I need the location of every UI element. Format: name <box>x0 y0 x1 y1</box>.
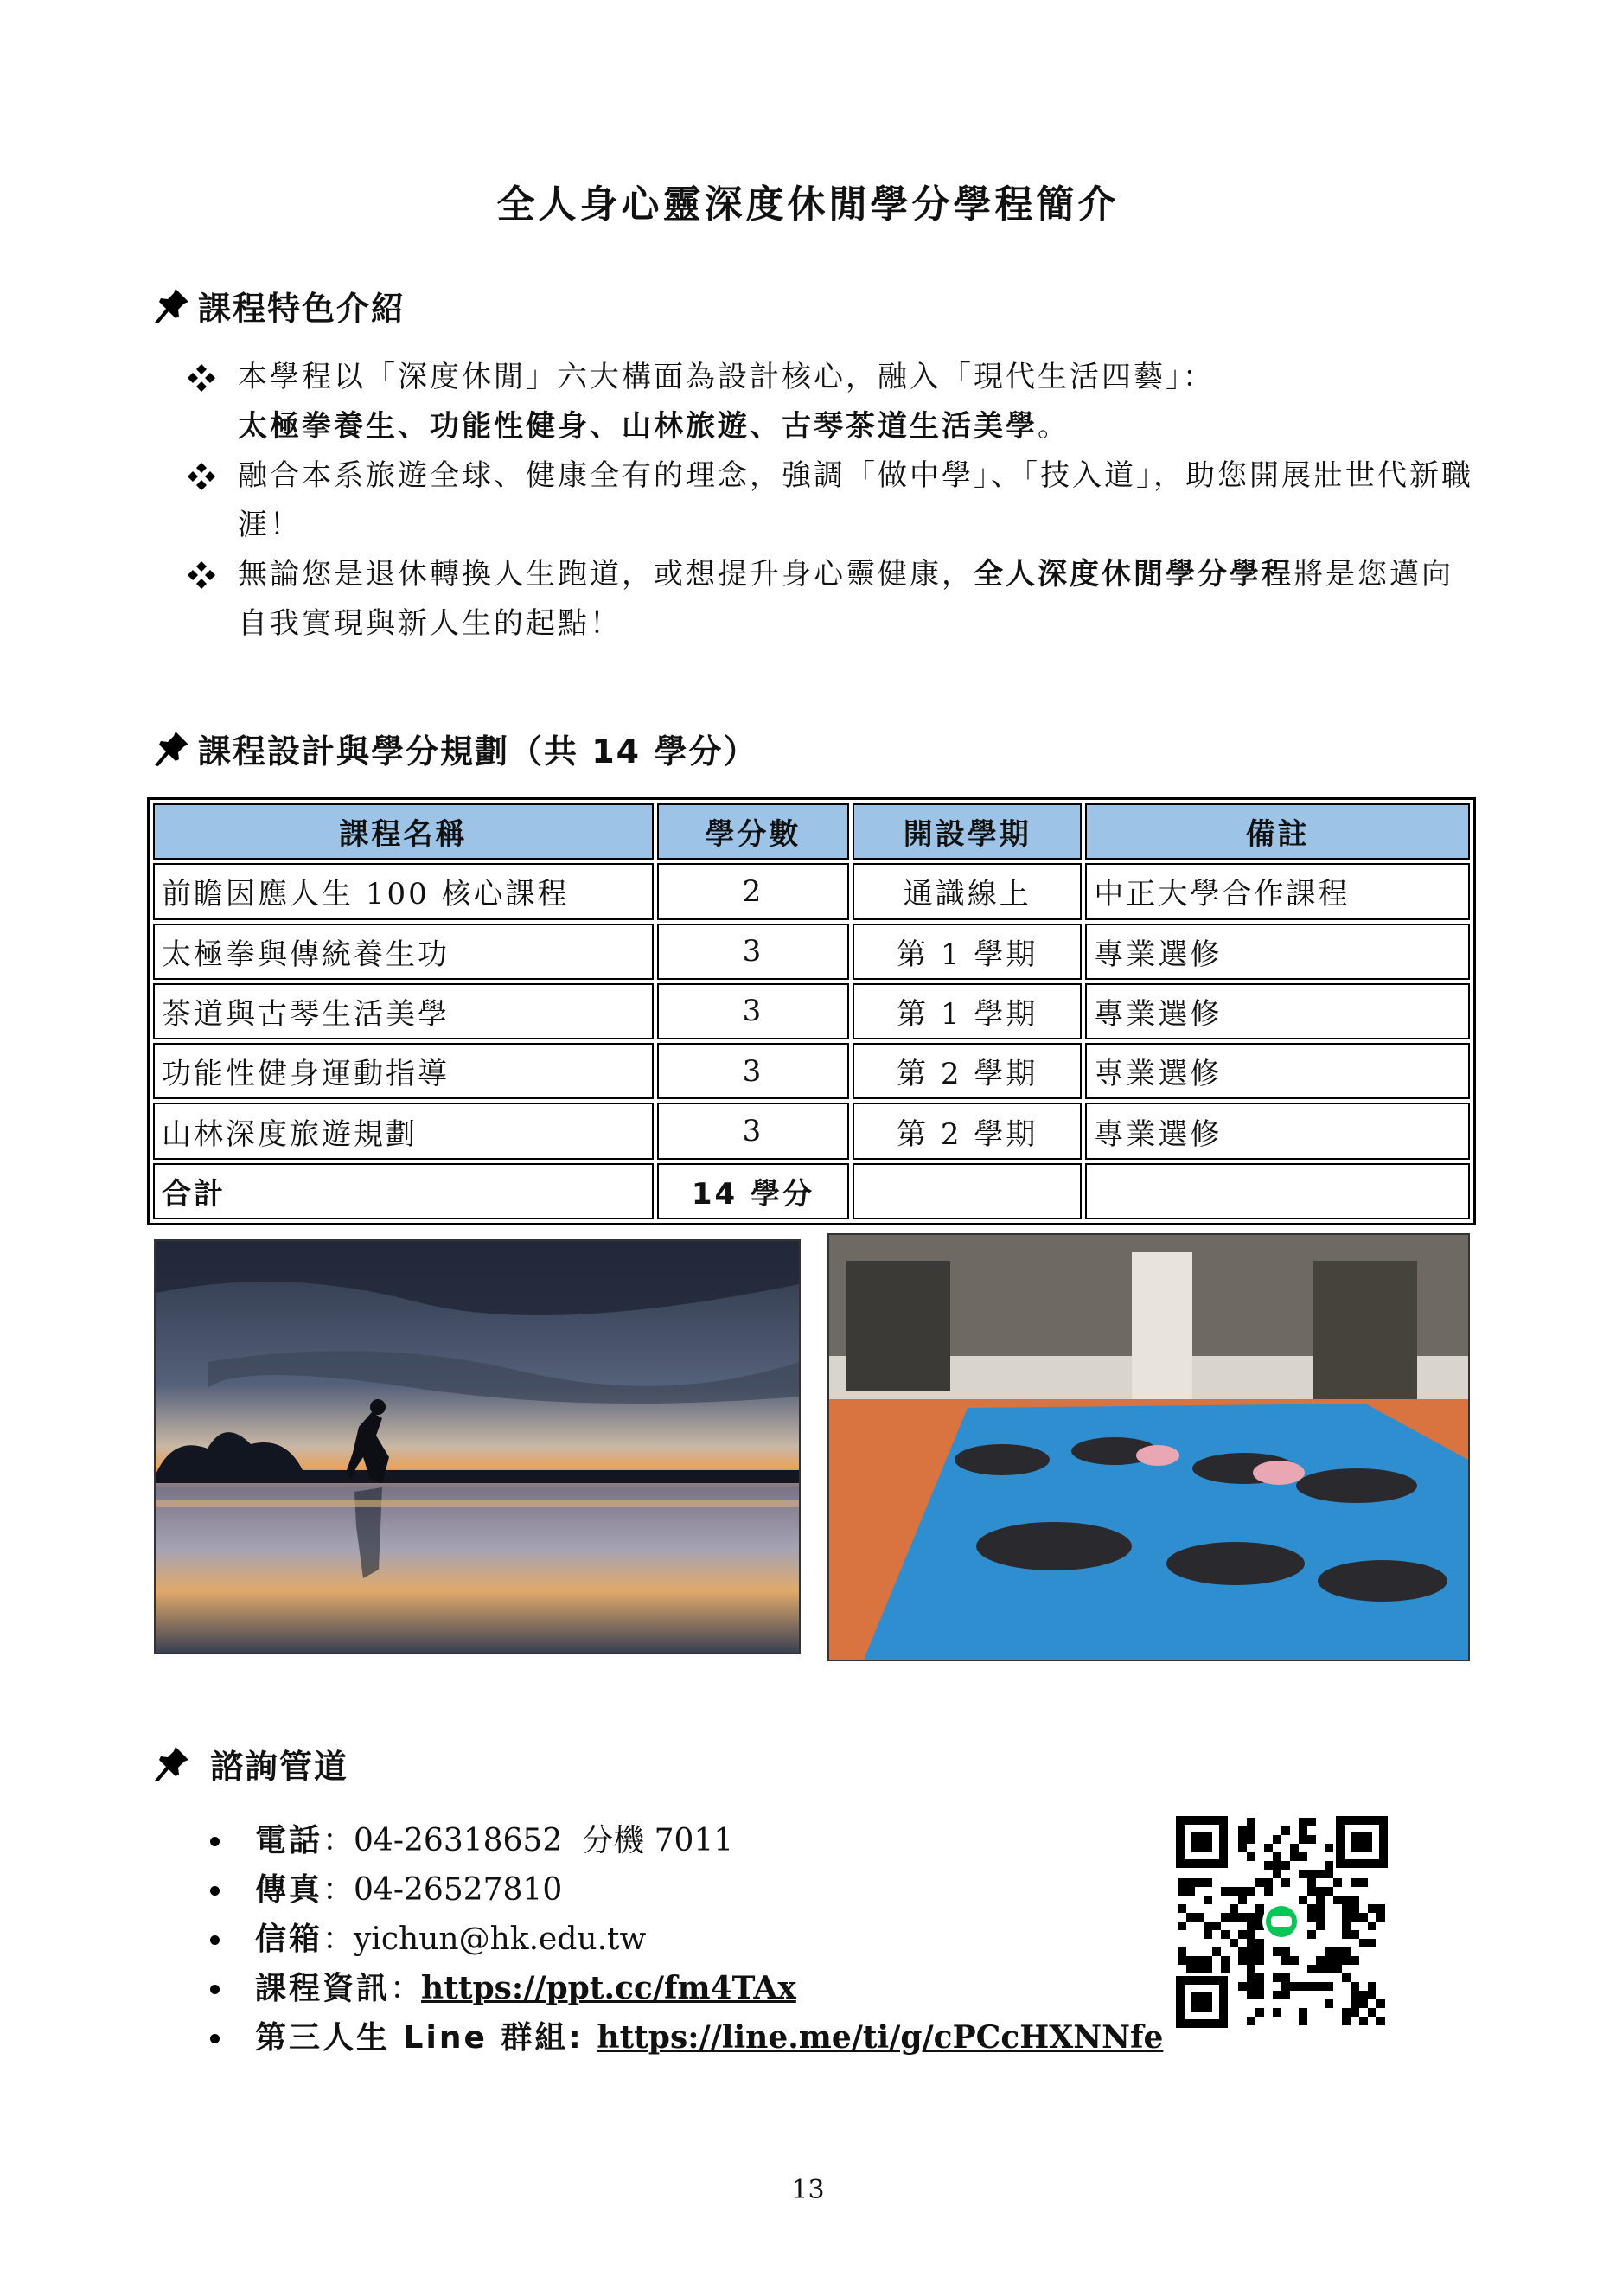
total-empty-cell <box>1085 1163 1470 1219</box>
qr-module <box>1299 1835 1307 1844</box>
qr-module <box>1351 1999 1359 2008</box>
phone-value: 04-26318652 分機 7011 <box>354 1823 734 1858</box>
qr-module <box>1247 1852 1255 1861</box>
line-group-link[interactable]: https://line.me/ti/g/cPCcHXNNfe <box>597 2019 1164 2056</box>
qr-module <box>1273 1991 1281 1999</box>
qr-module <box>1221 1887 1230 1896</box>
qr-module <box>1307 1913 1316 1922</box>
qr-module <box>1238 1826 1247 1835</box>
feature-text-2: 融合本系旅遊全球、健康全有的理念，強調「做中學」、「技入道」，助您開展壯世代新職涯！ <box>238 458 1473 542</box>
contact-email <box>203 1915 1163 1964</box>
qr-module <box>1195 1956 1204 1965</box>
qr-module <box>1247 1991 1255 1999</box>
qr-module <box>1290 1982 1299 1991</box>
qr-module <box>1359 1999 1368 2008</box>
qr-module <box>1342 1904 1351 1913</box>
qr-module <box>1230 1887 1238 1896</box>
credits-cell: 3 <box>657 983 849 1039</box>
qr-module <box>1255 1973 1264 1982</box>
qr-module <box>1230 1904 1238 1913</box>
contact-heading-text: 諮詢管道 <box>210 1748 349 1786</box>
qr-module <box>1342 1922 1351 1930</box>
qr-module <box>1325 1861 1333 1870</box>
qr-module <box>1178 1922 1186 1930</box>
qr-module <box>1273 1973 1281 1982</box>
qr-module <box>1238 1930 1247 1939</box>
qr-module <box>1351 1982 1359 1991</box>
qr-module <box>1368 1922 1376 1930</box>
qr-module <box>1316 1922 1325 1930</box>
qr-module <box>1316 1887 1325 1896</box>
feature-text-1: 本學程以「深度休閒」六大構面為設計核心，融入「現代生活四藝」： <box>238 360 1215 394</box>
qr-module <box>1247 1930 1255 1939</box>
contact-fax <box>203 1865 1163 1915</box>
contact-line-group <box>203 2013 1163 2063</box>
qr-module <box>1247 1818 1255 1826</box>
qr-module <box>1316 1904 1325 1913</box>
contact-list <box>203 1816 1163 2063</box>
diamond-bullet-icon <box>186 461 217 492</box>
feature-arts-period: 。 <box>1038 409 1070 444</box>
qr-module <box>1264 1878 1273 1887</box>
qr-module <box>1368 2008 1376 2017</box>
qr-module <box>1307 1904 1316 1913</box>
qr-module <box>1212 1947 1221 1956</box>
qr-module <box>1281 1973 1290 1982</box>
qr-module <box>1325 1844 1333 1852</box>
qr-module <box>1238 1982 1247 1991</box>
feature-item-1 <box>186 353 1483 451</box>
qr-module <box>1255 1956 1264 1965</box>
qr-module <box>1255 1982 1264 1991</box>
qr-module <box>1368 1904 1376 1913</box>
qr-module <box>1351 1956 1359 1965</box>
header-course-name: 課程名稱 <box>153 803 654 860</box>
qr-module <box>1238 1913 1247 1922</box>
header-credits: 學分數 <box>657 803 849 860</box>
qr-module <box>1238 1835 1247 1844</box>
qr-module <box>1247 2017 1255 2025</box>
qr-module <box>1264 1861 1273 1870</box>
table-total-row <box>153 1163 1470 1219</box>
qr-module <box>1273 1870 1281 1878</box>
qr-module <box>1325 1870 1333 1878</box>
qr-module <box>1307 1835 1316 1844</box>
qr-module <box>1178 1904 1186 1913</box>
qr-module <box>1342 1913 1351 1922</box>
qr-module <box>1368 1991 1376 1999</box>
email-separator: ： <box>323 1922 354 1957</box>
qr-module <box>1255 2008 1264 2017</box>
semester-cell: 第 2 學期 <box>853 1043 1082 1099</box>
line-group-separator: : <box>568 2020 597 2056</box>
qr-module <box>1186 1878 1195 1887</box>
feature-text-3b: 將是您邁向自我實現與新人生的起點！ <box>238 557 1453 641</box>
qr-module <box>1247 1973 1255 1982</box>
bullet-dot <box>210 1985 220 1994</box>
qr-module <box>1204 1965 1212 1973</box>
notes-cell: 專業選修 <box>1085 1103 1470 1159</box>
fax-label: 傳真 <box>255 1872 323 1908</box>
qr-module <box>1316 1896 1325 1904</box>
qr-module <box>1247 1913 1255 1922</box>
bullet-dot <box>210 1837 220 1846</box>
qr-module <box>1359 1913 1368 1922</box>
qr-module <box>1376 1913 1385 1922</box>
notes-cell: 專業選修 <box>1085 924 1470 980</box>
page-title: 全人身心靈深度休閒學分學程簡介 <box>496 182 1120 227</box>
qr-module <box>1247 1965 1255 1973</box>
pushpin-icon <box>151 729 191 769</box>
qr-module <box>1195 1965 1204 1973</box>
qr-module <box>1325 1887 1333 1896</box>
qr-module <box>1273 1947 1281 1956</box>
qr-module <box>1333 1947 1342 1956</box>
qr-module <box>1359 1939 1368 1947</box>
qr-module <box>1238 1947 1247 1956</box>
qr-module <box>1342 1956 1351 1965</box>
pushpin-icon <box>151 1744 191 1784</box>
feature-program-name: 全人深度休閒學分學程 <box>974 557 1293 592</box>
qr-module <box>1342 2017 1351 2025</box>
qr-module <box>1307 1930 1316 1939</box>
qr-module <box>1264 1844 1273 1852</box>
qr-module <box>1368 1982 1376 1991</box>
qr-module <box>1221 1930 1230 1939</box>
features-list <box>186 353 1483 649</box>
qr-module <box>1333 1965 1342 1973</box>
qr-module <box>1299 1826 1307 1835</box>
qr-module <box>1359 1878 1368 1887</box>
qr-module <box>1238 1887 1247 1896</box>
qr-module <box>1178 1887 1186 1896</box>
qr-module <box>1186 1887 1195 1896</box>
qr-module <box>1204 1930 1212 1939</box>
qr-module <box>1299 2017 1307 2025</box>
qr-module <box>1238 1896 1247 1904</box>
qr-module <box>1316 1913 1325 1922</box>
qr-module <box>1230 1939 1238 1947</box>
feature-text-3a: 無論您是退休轉換人生跑道，或想提升身心靈健康， <box>238 557 974 592</box>
qr-module <box>1281 1826 1290 1835</box>
qr-module <box>1307 1982 1316 1991</box>
qr-module <box>1351 1878 1359 1887</box>
qr-module <box>1247 1956 1255 1965</box>
phone-separator: ： <box>323 1823 354 1858</box>
qr-module <box>1299 1818 1307 1826</box>
total-empty-cell <box>853 1163 1082 1219</box>
feature-item-3 <box>186 550 1483 649</box>
qr-module <box>1376 1904 1385 1913</box>
bullet-dot <box>210 1886 220 1896</box>
qr-module <box>1212 1922 1221 1930</box>
qr-module <box>1351 2008 1359 2017</box>
qr-module <box>1351 1896 1359 1904</box>
qr-module <box>1376 1999 1385 2008</box>
header-semester: 開設學期 <box>853 803 1082 860</box>
total-label-cell: 合計 <box>153 1163 654 1219</box>
qr-module <box>1325 1965 1333 1973</box>
table-row <box>153 924 1470 980</box>
credits-cell: 3 <box>657 924 849 980</box>
features-heading-text: 課程特色介紹 <box>198 290 406 328</box>
qr-code[interactable] <box>1176 1816 1388 2028</box>
semester-cell: 第 1 學期 <box>853 924 1082 980</box>
qr-module <box>1316 1956 1325 1965</box>
total-credits-cell: 14 學分 <box>657 1163 849 1219</box>
qr-module <box>1325 1956 1333 1965</box>
qr-module <box>1204 1878 1212 1887</box>
qr-module <box>1316 1870 1325 1878</box>
qr-module <box>1342 1930 1351 1939</box>
qr-module <box>1290 1956 1299 1965</box>
qr-module <box>1325 1999 1333 2008</box>
qr-module <box>1247 1939 1255 1947</box>
qr-module <box>1351 1991 1359 1999</box>
qr-module <box>1221 1913 1230 1922</box>
pushpin-icon <box>151 286 191 326</box>
qr-module <box>1178 1947 1186 1956</box>
qr-module <box>1281 1878 1290 1887</box>
fax-value: 04-26527810 <box>354 1872 563 1908</box>
qr-module <box>1178 1878 1186 1887</box>
fitness-class-photo <box>827 1233 1470 1661</box>
qr-module <box>1221 1956 1230 1965</box>
qr-module <box>1376 2017 1385 2025</box>
qr-module <box>1281 1956 1290 1965</box>
qr-module <box>1178 1956 1186 1965</box>
features-heading <box>151 282 406 329</box>
notes-cell: 中正大學合作課程 <box>1085 863 1470 919</box>
qr-module <box>1325 1982 1333 1991</box>
course-info-link[interactable]: https://ppt.cc/fm4TAx <box>421 1970 796 2006</box>
semester-cell: 通識線上 <box>853 863 1082 919</box>
course-name-cell: 山林深度旅遊規劃 <box>153 1103 654 1159</box>
qr-module <box>1299 1896 1307 1904</box>
line-group-label: 第三人生 Line 群組 <box>255 2020 569 2056</box>
qr-module <box>1307 1965 1316 1973</box>
qr-module <box>1255 1878 1264 1887</box>
qr-module <box>1247 1922 1255 1930</box>
qr-module <box>1255 1939 1264 1947</box>
header-notes: 備註 <box>1085 803 1470 860</box>
qr-module <box>1307 1870 1316 1878</box>
bullet-dot <box>210 2034 220 2043</box>
course-name-cell: 茶道與古琴生活美學 <box>153 983 654 1039</box>
qr-module <box>1316 1965 1325 1973</box>
feature-item-2 <box>186 451 1483 550</box>
course-name-cell: 太極拳與傳統養生功 <box>153 924 654 980</box>
plan-heading <box>151 725 757 772</box>
qr-module <box>1255 1947 1264 1956</box>
qr-module <box>1273 1852 1281 1861</box>
qr-module <box>1307 1878 1316 1887</box>
qr-module <box>1333 1896 1342 1904</box>
qr-module <box>1186 1956 1195 1965</box>
qr-module <box>1273 2008 1281 2017</box>
table-row <box>153 1103 1470 1159</box>
credits-cell: 3 <box>657 1043 849 1099</box>
qr-module <box>1281 1947 1290 1956</box>
semester-cell: 第 1 學期 <box>853 983 1082 1039</box>
qr-module <box>1299 2008 1307 2017</box>
fax-separator: ： <box>323 1872 354 1908</box>
qr-module <box>1342 1896 1351 1904</box>
bullet-dot <box>210 1935 220 1945</box>
credits-cell: 3 <box>657 1103 849 1159</box>
qr-module <box>1281 1861 1290 1870</box>
qr-module <box>1221 1965 1230 1973</box>
taichi-sunset-photo <box>154 1239 801 1654</box>
course-table <box>147 797 1476 1225</box>
qr-module <box>1299 1982 1307 1991</box>
qr-module <box>1230 1913 1238 1922</box>
qr-module <box>1186 1913 1195 1922</box>
qr-module <box>1325 1947 1333 1956</box>
qr-module <box>1195 1878 1204 1887</box>
page-number: 13 <box>791 2175 825 2205</box>
qr-module <box>1342 1947 1351 1956</box>
email-label: 信箱 <box>255 1922 323 1957</box>
qr-module <box>1333 1878 1342 1887</box>
qr-module <box>1299 1852 1307 1861</box>
qr-module <box>1290 1852 1299 1861</box>
qr-module <box>1307 1887 1316 1896</box>
contact-heading <box>151 1740 348 1788</box>
qr-module <box>1247 1835 1255 1844</box>
qr-module <box>1238 1844 1247 1852</box>
qr-module <box>1307 1818 1316 1826</box>
qr-module <box>1273 1861 1281 1870</box>
qr-module <box>1255 1991 1264 1999</box>
contact-phone <box>203 1816 1163 1865</box>
qr-module <box>1264 1887 1273 1896</box>
qr-module <box>1333 1956 1342 1965</box>
qr-module <box>1247 1887 1255 1896</box>
qr-module <box>1204 1922 1212 1930</box>
qr-module <box>1204 1896 1212 1904</box>
contact-course-info <box>203 1964 1163 2013</box>
plan-heading-text: 課程設計與學分規劃（共 14 學分） <box>198 732 758 771</box>
diamond-bullet-icon <box>186 362 217 393</box>
qr-module <box>1368 1939 1376 1947</box>
feature-arts-list: 太極拳養生、功能性健身、山林旅遊、古琴茶道生活美學 <box>238 409 1038 444</box>
qr-module <box>1359 1991 1368 1999</box>
semester-cell: 第 2 學期 <box>853 1103 1082 1159</box>
qr-module <box>1273 1835 1281 1844</box>
qr-module <box>1316 1982 1325 1991</box>
phone-label: 電話 <box>255 1823 323 1858</box>
qr-module <box>1299 1870 1307 1878</box>
course-name-cell: 前瞻因應人生 100 核心課程 <box>153 863 654 919</box>
table-row <box>153 863 1470 919</box>
email-value[interactable]: yichun@hk.edu.tw <box>354 1922 647 1957</box>
credits-cell: 2 <box>657 863 849 919</box>
qr-module <box>1204 1956 1212 1965</box>
qr-module <box>1351 1904 1359 1913</box>
diamond-bullet-icon <box>186 560 217 591</box>
course-name-cell: 功能性健身運動指導 <box>153 1043 654 1099</box>
qr-module <box>1342 1973 1351 1982</box>
notes-cell: 專業選修 <box>1085 983 1470 1039</box>
course-info-label: 課程資訊 <box>255 1971 391 2006</box>
table-row <box>153 983 1470 1039</box>
table-header-row <box>153 803 1470 860</box>
qr-module <box>1342 2008 1351 2017</box>
notes-cell: 專業選修 <box>1085 1043 1470 1099</box>
table-row <box>153 1043 1470 1099</box>
qr-module <box>1351 1930 1359 1939</box>
qr-module <box>1351 1913 1359 1922</box>
qr-module <box>1255 1904 1264 1913</box>
qr-module <box>1281 1991 1290 1999</box>
qr-module <box>1281 1982 1290 1991</box>
qr-module <box>1359 2017 1368 2025</box>
qr-module <box>1247 1982 1255 1991</box>
qr-module <box>1247 1947 1255 1956</box>
qr-module <box>1290 1844 1299 1852</box>
qr-module <box>1195 1913 1204 1922</box>
qr-module <box>1247 1826 1255 1835</box>
course-info-separator: ： <box>390 1971 422 2006</box>
qr-module <box>1186 1965 1195 1973</box>
qr-module <box>1238 1956 1247 1965</box>
